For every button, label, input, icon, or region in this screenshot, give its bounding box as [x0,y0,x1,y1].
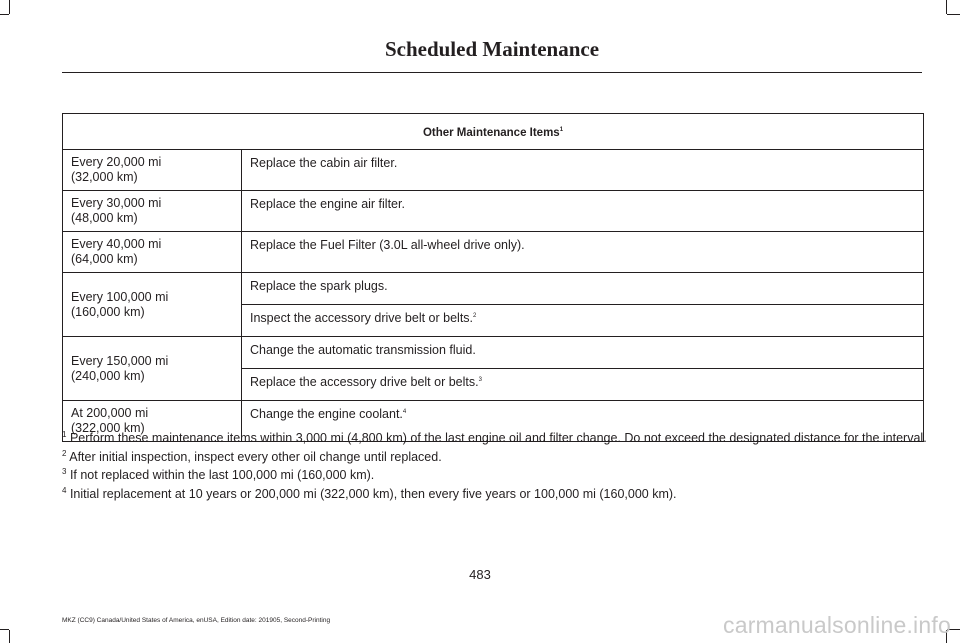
page-number: 483 [469,567,491,582]
footnote-mark: 1 [62,429,67,439]
interval-miles: Every 40,000 mi [71,237,162,251]
interval-miles: Every 30,000 mi [71,196,162,210]
task-footnote-mark: 2 [473,312,477,319]
task-text: Replace the accessory drive belt or belts. [250,375,479,389]
interval-cell [63,191,242,232]
crop-mark-bottom-left [9,630,10,643]
footnote-text: After initial inspection, inspect every other oil change until replaced. [69,449,442,464]
task-cell [242,305,924,337]
header-divider [62,72,922,73]
footnote-mark: 4 [62,485,67,495]
task-text: Change the engine coolant. [250,407,403,421]
interval-km: (48,000 km) [71,211,138,225]
interval-miles: Every 100,000 mi [71,289,169,304]
table-title-text: Other Maintenance Items [422,127,560,139]
footnote-mark: 2 [62,448,67,458]
crop-mark-top-right [946,0,947,14]
footnote [62,450,928,466]
table-row [63,150,924,191]
table-title-footnote-mark: 1 [559,127,564,134]
watermark: carmanualsonline.info [723,612,951,638]
task-cell [242,273,924,305]
interval-km: (160,000 km) [71,304,145,319]
interval-km: (322,000 km) [71,421,145,435]
table-row [63,337,924,369]
task-text: Change the automatic transmission fluid. [250,343,476,357]
crop-mark-top-right [947,14,960,15]
maintenance-table [62,113,924,442]
task-text: Replace the cabin air filter. [250,156,398,170]
interval-cell [63,150,242,191]
footnotes [62,431,928,505]
footnote-text: Perform these maintenance items within 3,000 mi (4,800 km) of the last engine oil and filter change. Do not exceed the designated distance for the interval. [69,431,927,445]
edition-footer: MKZ (CC9) Canada/United States of America, enUSA, Edition date: 201905, Second-Printing [62,617,331,624]
interval-miles: At 200,000 mi [71,406,149,420]
footnote [62,487,928,503]
task-text: Replace the Fuel Filter (3.0L all-wheel drive only). [250,238,525,252]
footnote-mark: 3 [62,466,67,476]
crop-mark-top-left [0,14,9,15]
task-cell [242,369,924,401]
page-title: Scheduled Maintenance [384,37,600,61]
interval-miles: Every 20,000 mi [71,155,162,169]
interval-km: (64,000 km) [71,252,138,266]
interval-miles: Every 150,000 mi [71,353,169,368]
footnote [62,431,928,447]
crop-mark-top-left [9,0,10,14]
interval-cell [63,337,242,401]
table-row [63,191,924,232]
task-footnote-mark: 3 [478,376,482,383]
table-row [63,232,924,273]
table-row [63,273,924,305]
task-text: Inspect the accessory drive belt or belts. [250,311,474,325]
task-text: Replace the engine air filter. [250,197,405,211]
footnote-text: If not replaced within the last 100,000 mi (160,000 km). [69,468,375,482]
task-footnote-mark: 4 [402,408,407,415]
interval-cell [63,232,242,273]
table-title [63,114,924,150]
task-cell [242,232,924,273]
interval-km: (32,000 km) [71,170,138,184]
task-cell [242,150,924,191]
task-text: Replace the spark plugs. [250,279,388,293]
footnote-text: Initial replacement at 10 years or 200,000 mi (322,000 km), then every five years or 100,000 mi (160,000 km). [69,486,677,501]
interval-cell [63,273,242,337]
crop-mark-bottom-left [0,629,9,630]
task-cell [242,337,924,369]
interval-km: (240,000 km) [71,368,145,383]
task-cell [242,191,924,232]
footnote [62,468,928,484]
